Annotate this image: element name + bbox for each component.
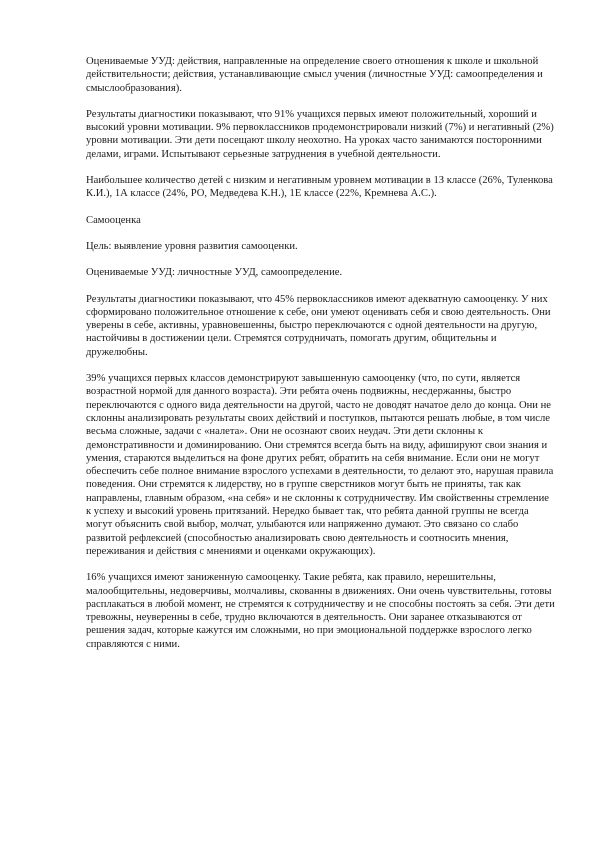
paragraph-motivation-results: Результаты диагностики показывают, что 91% учащихся первых имеют положительный, хороший и высокий уровни мотивации. 9% первоклассников продемонстрировали низкий (7%) и негативный (2%) уровни мотивации. Эти дети посещают школу неохотно. На уроках часто занимаются посторонними делами, играми. Испытывают серьезные затруднения в учебной деятельности. (86, 108, 554, 160)
paragraph-goal: Цель: выявление уровня развития самооценки. (86, 240, 298, 252)
paragraph-adequate-self-esteem: Результаты диагностики показывают, что 45% первоклассников имеют адекватную самооценку. У них сформировано положительное отношение к себе, они умеют оценивать себя и свою деятельность. Они уверены в себе, активны, уравновешенны, быстро переключаются с одной деятельности на другую, настойчивы в достижении цели. Стремятся сотрудничать, помогать другим, общительны и дружелюбны. (86, 293, 551, 358)
document-page (86, 55, 556, 664)
paragraph-motivation-by-class: Наибольшее количество детей с низким и негативным уровнем мотивации в 1З классе (26%, Туленкова К.И.), 1А классе (24%, РО, Медведева К.Н.), 1Е классе (22%, Кремнева А.С.). (86, 175, 553, 200)
paragraph-assessed-uud-motivation: Оцениваемые УУД: действия, направленные на определение своего отношения к школе и школьной действительности; действия, устанавливающие смысл учения (личностные УУД: самоопределения и смыслообразования). (86, 56, 543, 94)
paragraph-low-self-esteem: 16% учащихся имеют заниженную самооценку. Такие ребята, как правило, нерешительны, малообщительны, недоверчивы, молчаливы, скованны в движениях. Они очень чувствительны, готовы расплакаться в любой момент, не стремятся к сотрудничеству и не способны постоять за себя. Эти дети тревожны, неуверенны в себе, трудно включаются в деятельность. Они заранее отказываются от решения задач, которые кажутся им сложными, но при эмоциональной поддержке взрослого легко справляются с ними. (86, 572, 555, 650)
paragraph-high-self-esteem: 39% учащихся первых классов демонстрируют завышенную самооценку (что, по сути, является возрастной нормой для данного возраста). Эти ребята очень подвижны, несдержанны, быстро переключаются с одного вида деятельности на другой, часто не доводят начатое дело до конца. Они не склонны анализировать результаты своих действий и поступков, пытаются решать любые, в том числе весьма сложные, задачи с «налета». Они не осознают своих неудач. Эти дети склонны к демонстративности и доминированию. Они стремятся всегда быть на виду, афишируют свои знания и умения, стараются выделиться на фоне других ребят, обратить на себя внимание. Если они не могут обеспечить себе полное внимание взрослого успехами в деятельности, то делают это, нарушая правила поведения. Они стремятся к лидерству, но в группе сверстников могут быть не приняты, так как направлены, главным образом, «на себя» и не склонны к сотрудничеству. Им свойственны стремление к успеху и высокий уровень притязаний. Нередко бывает так, что ребята данной группы не всегда могут объяснить свой выбор, молчат, улыбаются или напряженно думают. Это связано со слабо развитой рефлексией (способностью анализировать свою деятельность и соотносить мнения, переживания и действия с мнениями и оценками окружающих). (86, 373, 554, 557)
section-heading-self-esteem: Самооценка (86, 214, 141, 226)
paragraph-assessed-uud-self-esteem: Оцениваемые УУД: личностные УУД, самоопределение. (86, 267, 343, 279)
